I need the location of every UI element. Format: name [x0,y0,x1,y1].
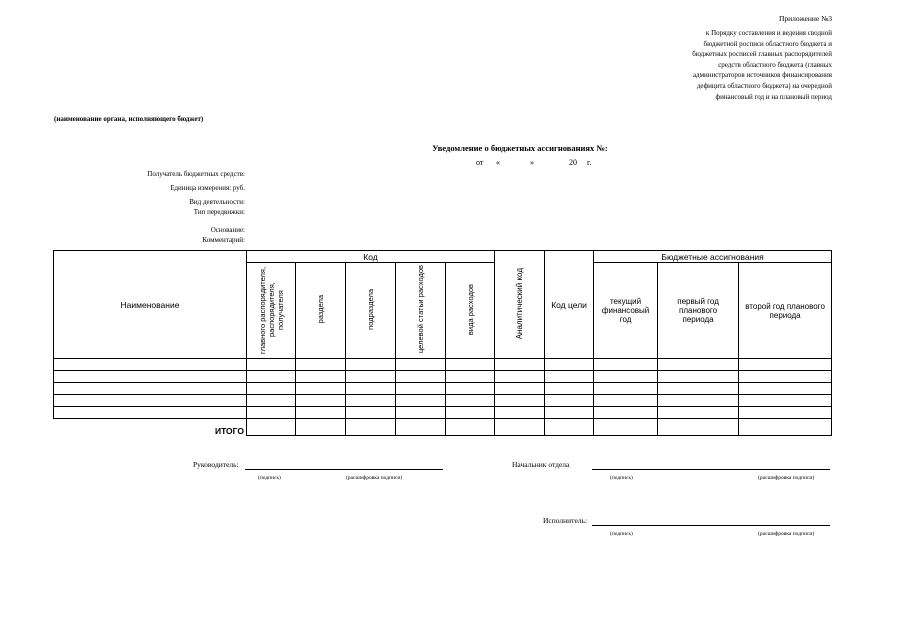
table-row [54,383,832,395]
appendix-line: средств областного бюджета (главных [718,60,832,69]
appendix-line: бюджетных росписей главных распорядителей [692,50,832,59]
appendix-title: Приложение №3 [778,14,832,23]
appendix-line: дефицита областного бюджета) на очередной [696,81,832,90]
header-code-subsection: подраздела [346,263,396,359]
header-second-plan-year: второй год планового периода [739,263,832,359]
table-header-row [54,251,832,263]
date-quote-close: » [530,158,534,167]
header-code-section: раздела [296,263,346,359]
table-row [54,395,832,407]
dept-head-signature-line [592,469,830,470]
executor-signature-line [592,525,830,526]
unit-label: Единица измерения: руб. [170,184,245,192]
dept-sign-hint: (подпись) [610,475,633,481]
table-row [54,359,832,371]
date-from-label: от [476,158,484,167]
head-sign-hint: (подпись) [258,475,281,481]
transfer-type-label: Тип передвижки: [193,208,245,216]
header-allocations-group: Бюджетные ассигнования [594,251,832,263]
header-analytic-code: Аналитический код [495,251,545,359]
appendix-line: администраторов источников финансирования [692,71,832,80]
appendix-description [660,28,832,102]
date-year-prefix: 20 [569,158,577,167]
comment-label: Комментарий: [202,236,245,244]
head-signature-line [245,469,443,470]
activity-label: Вид деятельности: [189,198,245,206]
org-name-label: (наименование органа, исполняющего бюджет) [54,115,204,123]
header-code-manager: главного распорядителя, распорядителя, получателя [247,263,296,359]
header-name: Наименование [54,251,247,359]
notice-title: Уведомление о бюджетных ассигнованиях №: [432,143,608,153]
appendix-line: финансовый год и на плановый период [715,92,832,101]
header-code-target: целевой статьи расходов [396,263,446,359]
date-quote-open: « [496,158,500,167]
appendix-line: к Порядку составления и ведения сводной [705,29,832,37]
total-label: ИТОГО [214,425,244,436]
table-total-row [54,419,832,436]
recipient-label: Получатель бюджетных средств: [147,170,245,178]
header-first-plan-year: первый год планового периода [658,263,739,359]
header-goal-code: Код цели [545,251,594,359]
header-code-group: Код [247,251,495,263]
table-row [54,407,832,419]
basis-label: Основание: [210,226,245,234]
executor-sign-hint: (подпись) [610,531,633,537]
dept-decode-hint: (расшифровка подписи) [758,475,815,481]
header-current-year: текущий финансовый год [594,263,658,359]
date-year-suffix: г. [587,158,592,167]
table-row [54,371,832,383]
executor-label: Исполнитель: [543,516,588,525]
head-decode-hint: (расшифровка подписи) [346,475,403,481]
appendix-line: бюджетной росписи областного бюджета и [703,39,832,48]
executor-decode-hint: (расшифровка подписи) [758,531,815,537]
header-code-expense-type: вида расходов [446,263,495,359]
head-label: Руководитель: [193,460,239,469]
dept-head-label: Начальник отдела [512,460,570,469]
budget-allocations-table [53,250,832,436]
